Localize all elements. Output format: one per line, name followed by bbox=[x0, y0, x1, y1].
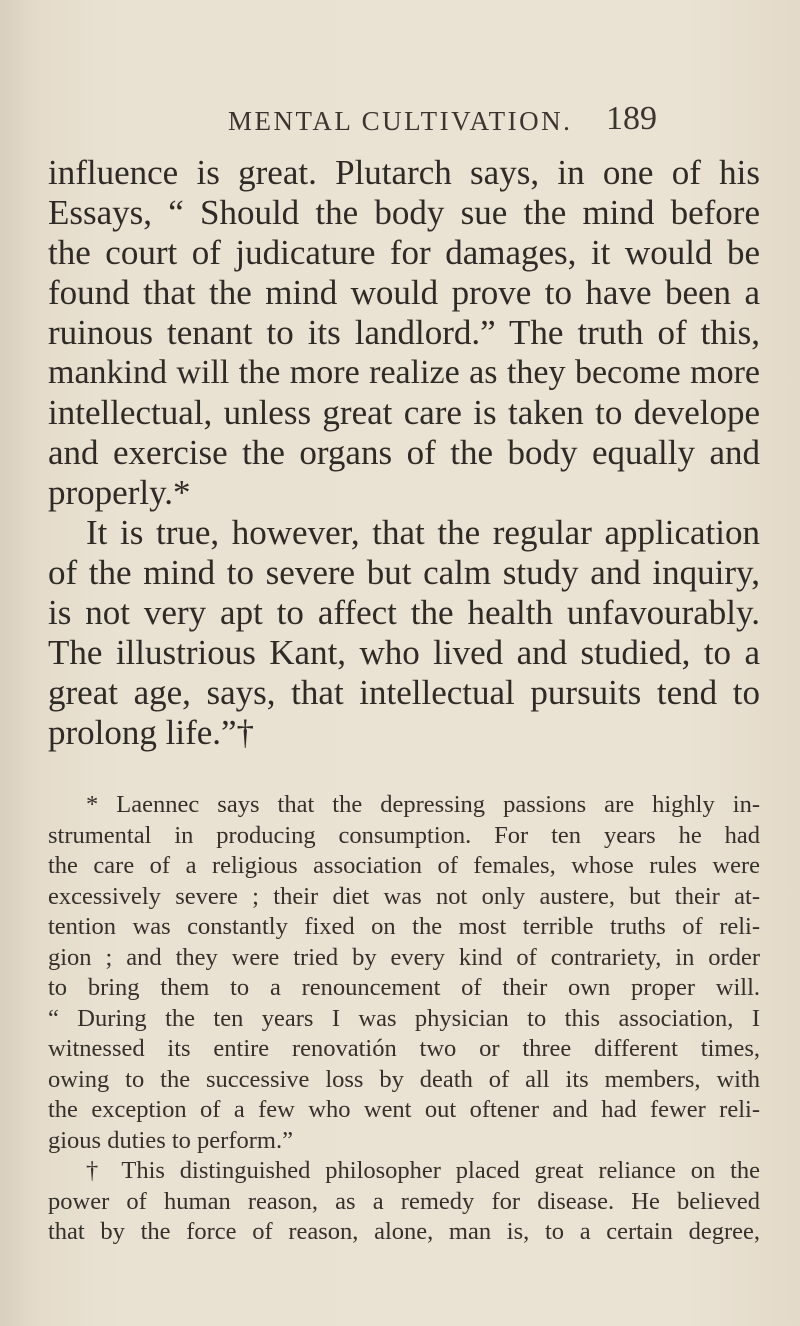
footnote-line: power of human reason, as a remedy for disease. He believed bbox=[48, 1187, 760, 1215]
text-line: influence is great. Plutarch says, in one of his bbox=[48, 153, 760, 192]
footnote-line: excessively severe ; their diet was not only austere, but their at- bbox=[48, 882, 760, 910]
text-line: ruinous tenant to its landlord.” The truth of this, bbox=[48, 313, 760, 352]
footnote-line: tention was constantly fixed on the most terrible truths of reli- bbox=[48, 913, 760, 940]
text-line: is not very apt to affect the health unfavourably. bbox=[48, 593, 760, 632]
footnote-line: strumental in producing consumption. For ten years he had bbox=[48, 821, 760, 849]
footnote-line: “ During the ten years I was physician to this association, I bbox=[48, 1004, 760, 1032]
footnote-line: gious duties to perform.” bbox=[48, 1126, 293, 1154]
text-line: Essays, “ Should the body sue the mind before bbox=[48, 193, 760, 232]
footnotes bbox=[48, 790, 760, 1248]
text-line: great age, says, that intellectual pursuits tend to bbox=[48, 673, 760, 712]
text-line: intellectual, unless great care is taken to develope bbox=[48, 393, 760, 432]
page-header bbox=[0, 100, 800, 150]
footnote-line: owing to the successive loss by death of all its members, with bbox=[48, 1065, 760, 1093]
page-number: 189 bbox=[606, 100, 657, 137]
running-title: MENTAL CULTIVATION. bbox=[228, 106, 573, 136]
text-line: The illustrious Kant, who lived and studied, to a bbox=[48, 633, 760, 672]
text-line: mankind will the more realize as they become more bbox=[48, 354, 760, 391]
text-line: found that the mind would prove to have been a bbox=[48, 273, 760, 312]
footnote-line: the care of a religious association of females, whose rules were bbox=[48, 852, 760, 879]
footnote-line: gion ; and they were tried by every kind of contrariety, in order bbox=[48, 943, 760, 971]
footnote-line: to bring them to a renouncement of their own proper will. bbox=[48, 974, 760, 1001]
text-line: It is true, however, that the regular application bbox=[86, 513, 760, 552]
footnote-line: † This distinguished philosopher placed great reliance on the bbox=[86, 1157, 760, 1184]
text-line: properly.* bbox=[48, 473, 191, 512]
footnote-line: * Laennec says that the depressing passions are highly in- bbox=[86, 791, 760, 818]
footnote-line: the exception of a few who went out oftener and had fewer reli- bbox=[48, 1096, 760, 1123]
footnote-line: that by the force of reason, alone, man is, to a certain degree, bbox=[48, 1218, 760, 1245]
text-line: and exercise the organs of the body equally and bbox=[48, 433, 760, 472]
footnote-line: witnessed its entire renovatión two or three different times, bbox=[48, 1035, 760, 1062]
text-line: the court of judicature for damages, it would be bbox=[48, 233, 760, 272]
main-text bbox=[48, 153, 760, 753]
text-line: prolong life.”† bbox=[48, 713, 255, 752]
text-line: of the mind to severe but calm study and inquiry, bbox=[48, 553, 760, 592]
